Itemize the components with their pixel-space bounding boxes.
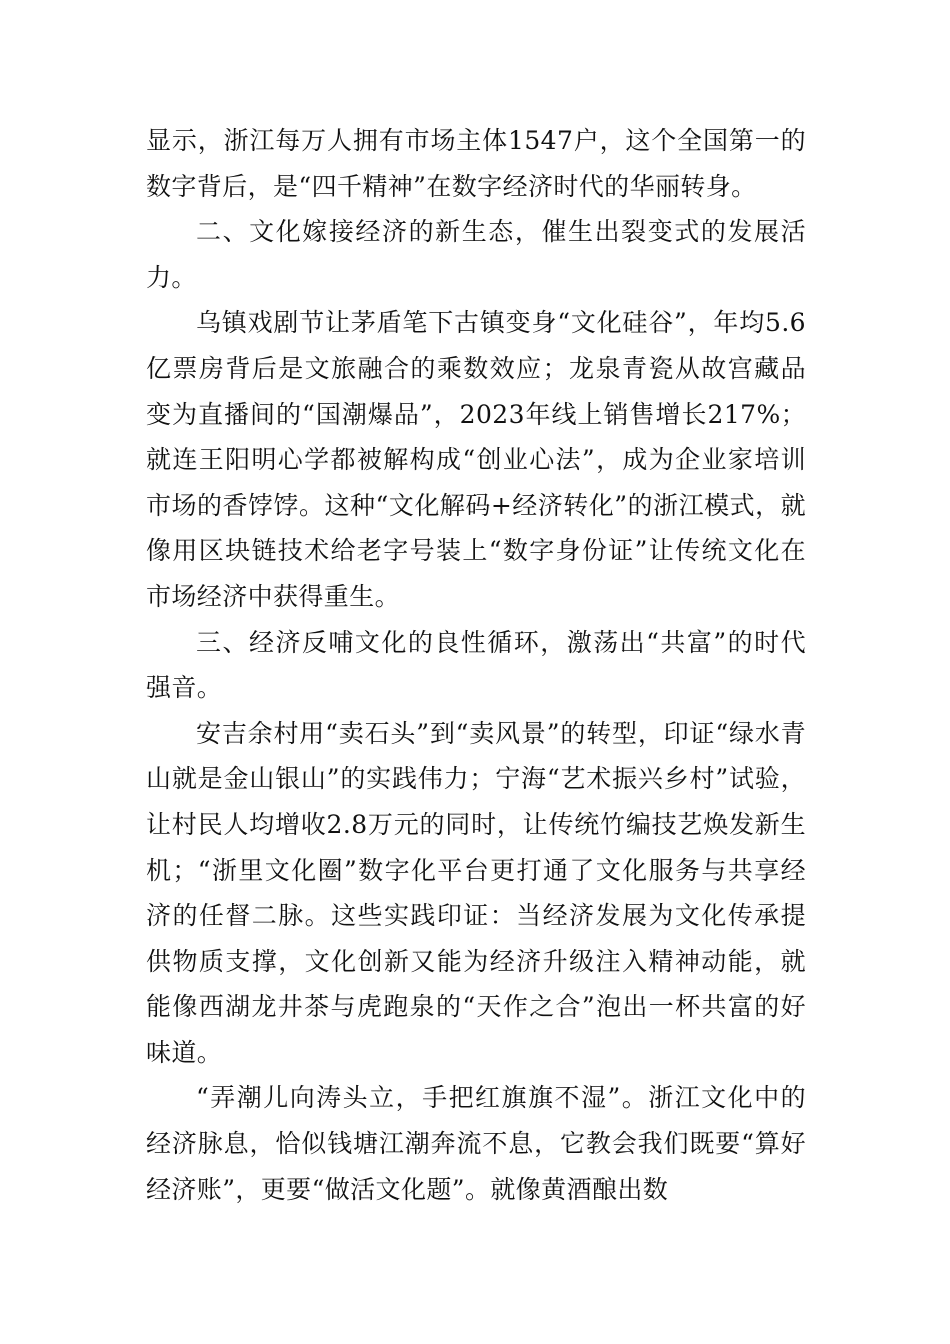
paragraph-continuation: 显示，浙江每万人拥有市场主体1547户，这个全国第一的数字背后，是“四千精神”在数字经济时代的华丽转身。	[146, 126, 806, 201]
paragraph-culture-economy: 乌镇戏剧节让茅盾笔下古镇变身“文化硅谷”，年均5.6亿票房背后是文旅融合的乘数效应；龙泉青瓷从故宫藏品变为直播间的“国潮爆品”，2023年线上销售增长217%；就连王阳明心学都被解构成“创业心法”，成为企业家培训市场的香饽饽。这种“文化解码+经济转化”的浙江模式，就像用区块链技术给老字号装上“数字身份证”让传统文化在市场经济中获得重生。	[146, 308, 806, 611]
section-heading-three: 三、经济反哺文化的良性循环，激荡出“共富”的时代强音。	[146, 627, 806, 703]
paragraph-conclusion: “弄潮儿向涛头立，手把红旗旗不湿”。浙江文化中的经济脉息，恰似钱塘江潮奔流不息，它教会我们既要“算好经济账”，更要“做活文化题”。就像黄酒酿出数	[146, 1083, 806, 1204]
document-body	[146, 118, 806, 1212]
paragraph-common-prosperity: 安吉余村用“卖石头”到“卖风景”的转型，印证“绿水青山就是金山银山”的实践伟力；宁海“艺术振兴乡村”试验，让村民人均增收2.8万元的同时，让传统竹编技艺焕发新生机；“浙里文化圈”数字化平台更打通了文化服务与共享经济的任督二脉。这些实践印证：当经济发展为文化传承提供物质支撑，文化创新又能为经济升级注入精神动能，就能像西湖龙井茶与虎跑泉的“天作之合”泡出一杯共富的好味道。	[146, 718, 806, 1067]
section-heading-two: 二、文化嫁接经济的新生态，催生出裂变式的发展活力。	[146, 217, 806, 292]
